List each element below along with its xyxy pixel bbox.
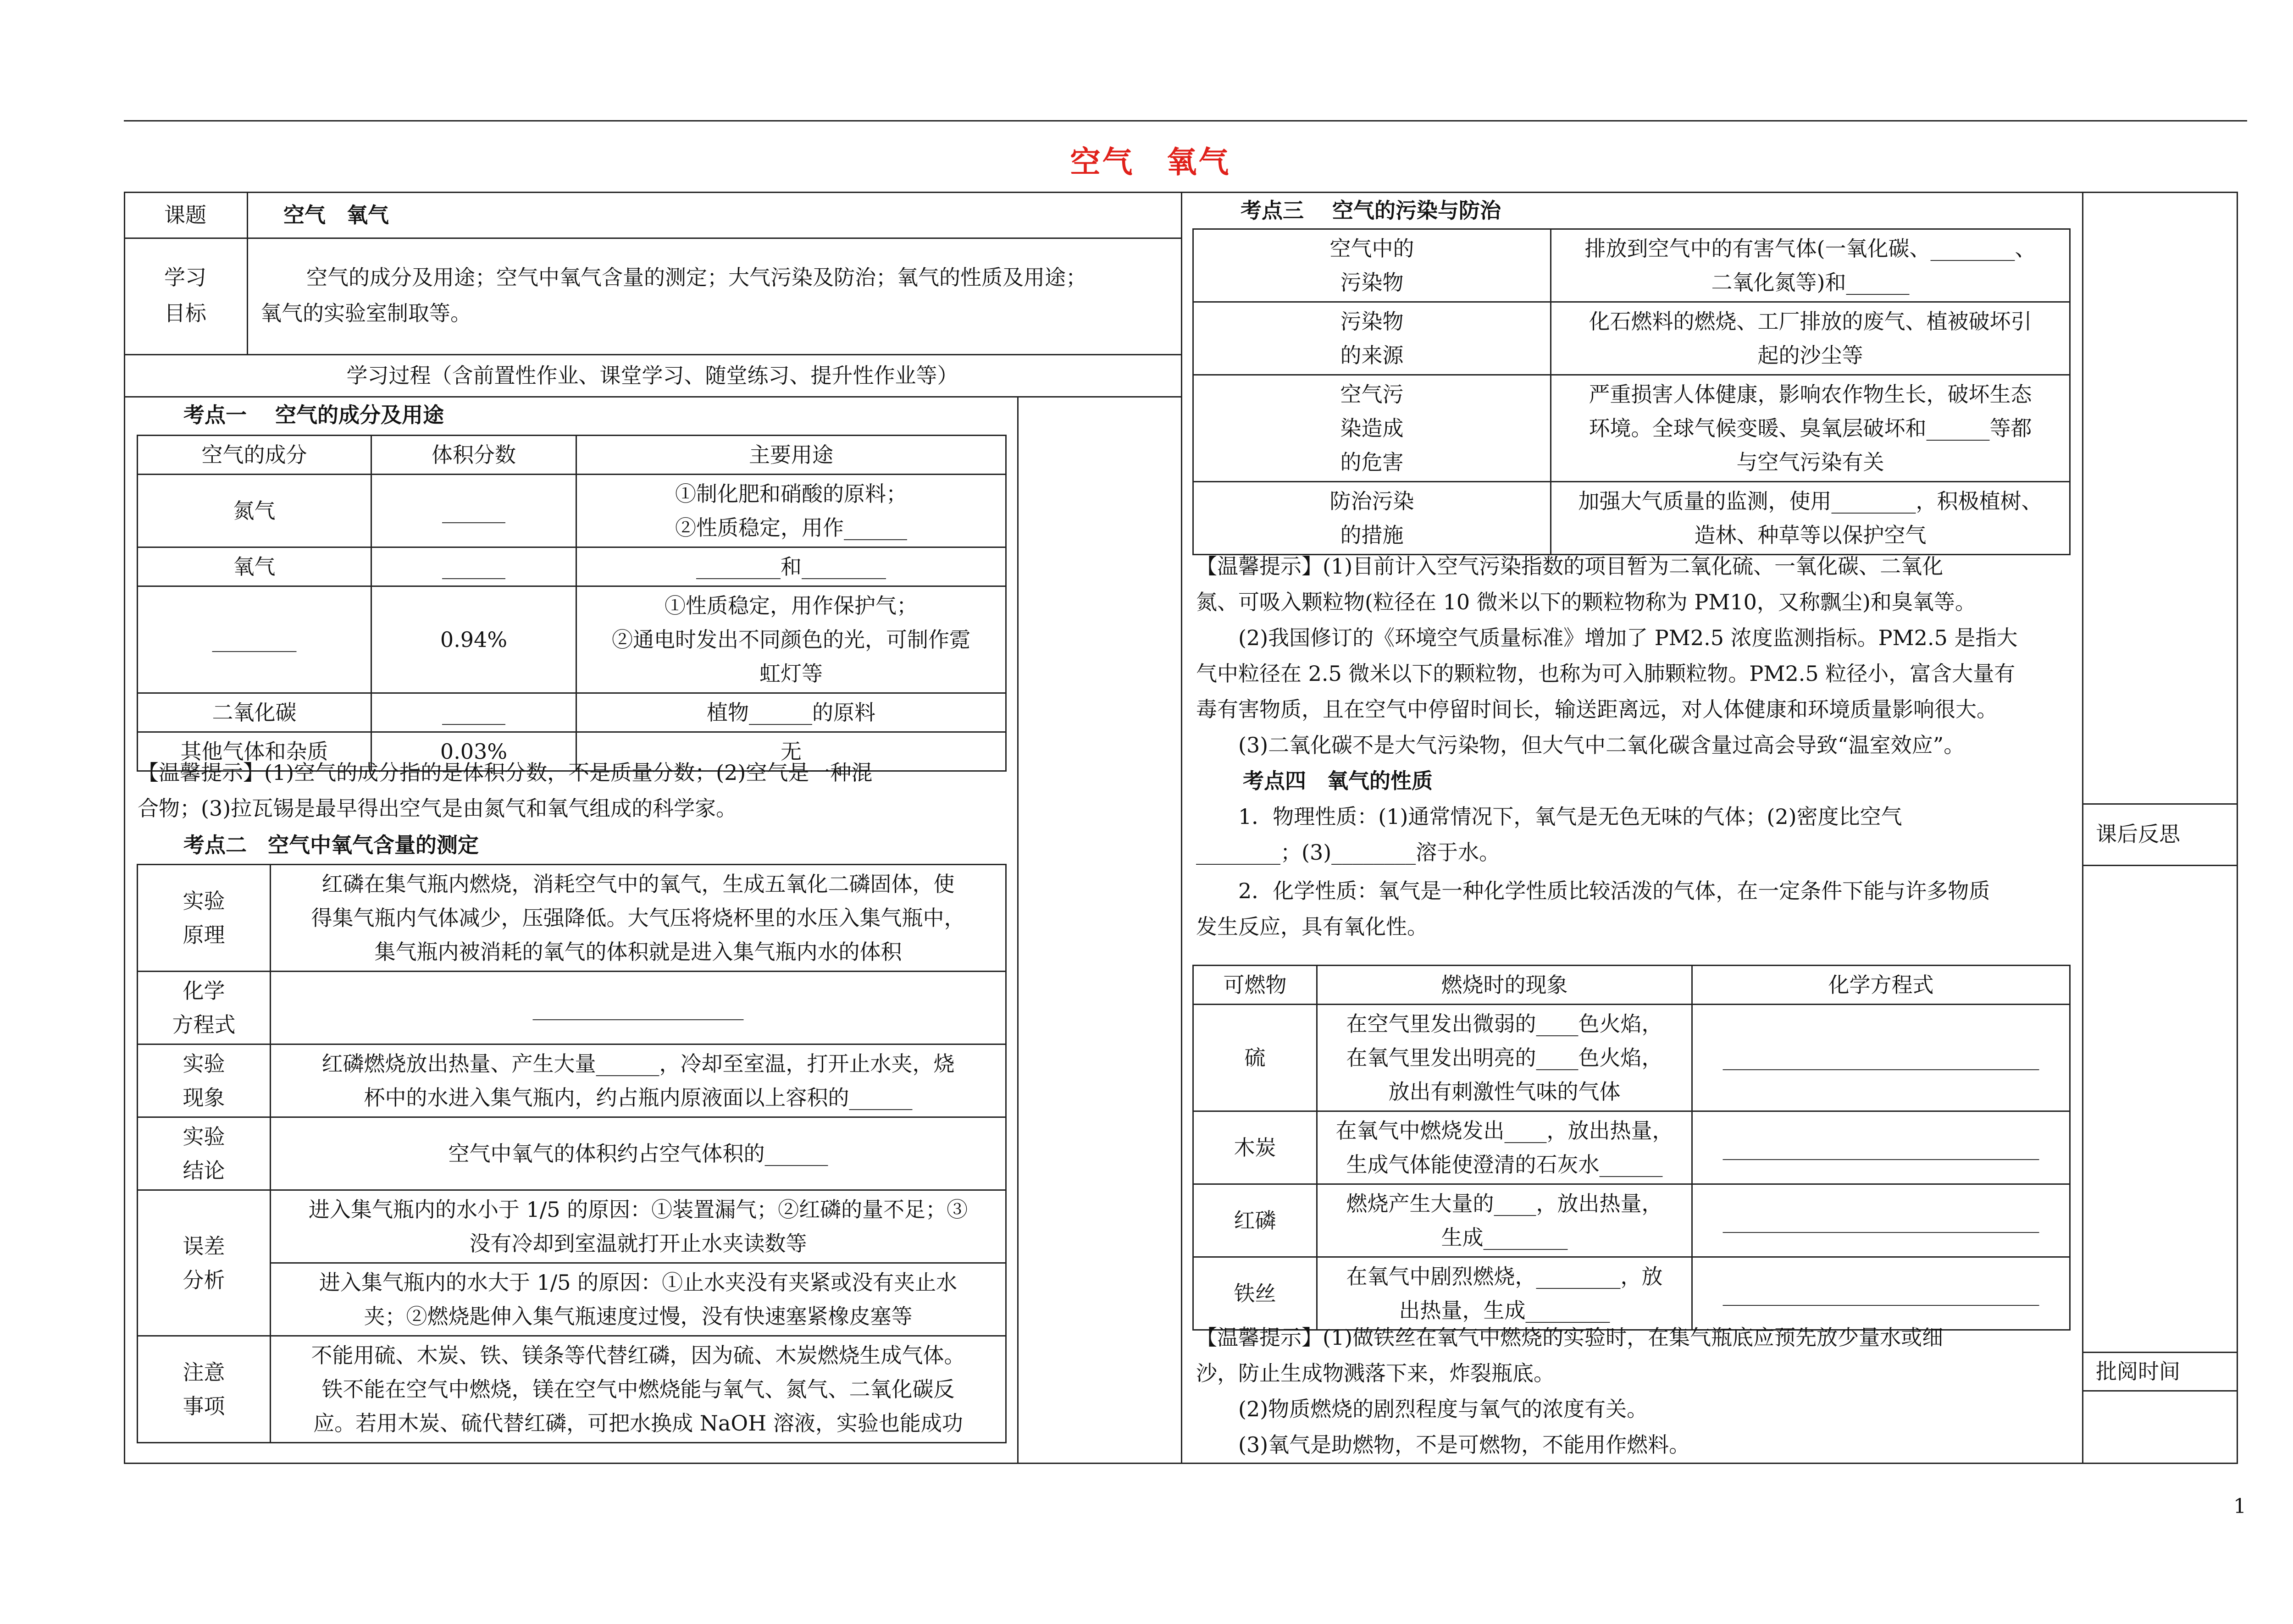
col-header-equation: 化学方程式 [1692, 966, 2070, 1005]
topic-value: 空气 氧气 [283, 203, 389, 227]
table-row [138, 1336, 1006, 1443]
side-line-2 [2082, 865, 2238, 866]
cell-oxygen: 氧气 [138, 547, 371, 586]
section4-heading: 考点四 氧气的性质 [1243, 768, 1433, 793]
red-phosphorus-phenomenon: 燃烧产生大量的____，放出热量， 生成________ [1317, 1184, 1692, 1257]
topic-label: 课题 [164, 203, 206, 227]
table-row [138, 865, 1006, 972]
top-rule [124, 120, 2247, 122]
col-header-use: 主要用途 [576, 436, 1006, 475]
table-row [1193, 482, 2070, 555]
process-label: 学习过程（含前置性作业、课堂学习、随堂练习、提升性作业等） [346, 363, 958, 388]
table-row [1193, 302, 2070, 375]
goal-line-1: 空气的成分及用途；空气中氧气含量的测定；大气污染及防治；氧气的性质及用途； [306, 265, 1087, 290]
section3-tip-5: 毒有害物质，且在空气中停留时间长，输送距离远，对人体健康和环境质量影响很大。 [1196, 697, 1998, 722]
cell-noble-gas: ________ [138, 586, 371, 693]
cell-nitrogen-frac: ______ [371, 475, 576, 547]
physical-properties-2: ________；(3)________溶于水。 [1196, 840, 1501, 865]
section4-tip-2: 沙，防止生成物溅落下来，炸裂瓶底。 [1196, 1361, 1555, 1386]
fuel-charcoal: 木炭 [1193, 1111, 1317, 1184]
charcoal-phenomenon: 在氧气中燃烧发出____，放出热量， 生成气体能使澄清的石灰水______ [1317, 1111, 1692, 1184]
chemical-properties-1: 2．化学性质：氧气是一种化学性质比较活泼的气体，在一定条件下能与许多物质 [1238, 878, 1990, 903]
header-line-2 [124, 354, 1181, 355]
sulfur-equation: ______________________________ [1692, 1005, 2070, 1111]
section1-tip-line1: 【温馨提示】(1)空气的成分指的是体积分数，不是质量分数；(2)空气是一种混 [138, 760, 873, 785]
middle-divider [1181, 192, 1182, 1464]
air-composition-table [137, 435, 1007, 772]
col-header-volume: 体积分数 [371, 436, 576, 475]
physical-properties-1: 1．物理性质：(1)通常情况下，氧气是无色无味的气体；(2)密度比空气 [1238, 804, 1902, 829]
charcoal-equation: ______________________________ [1692, 1111, 2070, 1184]
header-label-divider [247, 192, 248, 354]
table-row [138, 586, 1006, 693]
col-header-fuel: 可燃物 [1193, 966, 1317, 1005]
section4-tip-1: 【温馨提示】(1)做铁丝在氧气中燃烧的实验时，在集气瓶底应预先放少量水或细 [1196, 1325, 1944, 1350]
cell-co2: 二氧化碳 [138, 693, 371, 732]
side-divider [2082, 192, 2083, 1464]
table-row [1193, 1005, 2070, 1111]
pollution-table [1192, 228, 2071, 555]
left-inner-divider [1017, 396, 1019, 1464]
notes-text: 不能用硫、木炭、铁、镁条等代替红磷，因为硫、木炭燃烧生成气体。 铁不能在空气中燃烧，镁在空气中燃烧能与氧气、氮气、二氧化碳反 应。若用木炭、硫代替红磷，可把水换成 NaOH 溶液，实验也能成功 [271, 1336, 1006, 1443]
red-phosphorus-equation: ______________________________ [1692, 1184, 2070, 1257]
source-text: 化石燃料的燃烧、工厂排放的废气、植被破坏引 起的沙尘等 [1551, 302, 2070, 375]
review-time-label: 批阅时间 [2096, 1359, 2180, 1384]
table-header-row [138, 436, 1006, 475]
section1-tip-line2: 合物；(3)拉瓦锡是最早得出空气是由氮气和氧气组成的科学家。 [138, 796, 737, 821]
side-line-3 [2082, 1352, 2238, 1353]
fuel-iron-wire: 铁丝 [1193, 1257, 1317, 1330]
goal-label-1: 学习 [164, 265, 206, 290]
cell-co2-use: 植物______的原料 [576, 693, 1006, 732]
col-header-component: 空气的成分 [138, 436, 371, 475]
section3-tip-6: (3)二氧化碳不是大气污染物，但大气中二氧化碳含量过高会导致“温室效应”。 [1238, 733, 1965, 757]
section4-tip-3: (2)物质燃烧的剧烈程度与氧气的浓度有关。 [1238, 1397, 1648, 1421]
section2-heading: 考点二 空气中氧气含量的测定 [183, 833, 479, 857]
harm-label: 空气污 染造成 的危害 [1193, 375, 1551, 482]
section3-tip-1: 【温馨提示】(1)目前计入空气污染指数的项目暂为二氧化硫、一氧化碳、二氧化 [1196, 554, 1944, 579]
table-row [138, 547, 1006, 586]
pollutant-text: 排放到空气中的有害气体(一氧化碳、________、 二氧化氮等)和______ [1551, 229, 2070, 302]
measure-text: 加强大气质量的监测，使用________，积极植树、 造林、种草等以保护空气 [1551, 482, 2070, 555]
goal-line-2: 氧气的实验室制取等。 [260, 301, 471, 326]
table-row [1193, 1111, 2070, 1184]
cell-oxygen-use: ________和________ [576, 547, 1006, 586]
table-row [138, 1117, 1006, 1190]
cell-nitrogen-use: ①制化肥和硝酸的原料； ②性质稳定，用作______ [576, 475, 1006, 547]
reflection-label: 课后反思 [2096, 822, 2180, 846]
measure-label: 防治污染 的措施 [1193, 482, 1551, 555]
table-row [138, 1044, 1006, 1117]
iron-wire-phenomenon: 在氧气中剧烈燃烧，________，放 出热量，生成________ [1317, 1257, 1692, 1330]
cell-others: 其他气体和杂质 [138, 732, 371, 771]
cell-co2-frac: ______ [371, 693, 576, 732]
section3-heading: 考点三 空气的污染与防治 [1241, 198, 1501, 223]
table-header-row [1193, 966, 2070, 1005]
oxygen-measurement-table [137, 864, 1007, 1443]
table-row [138, 1190, 1006, 1263]
section3-tip-4: 气中粒径在 2.5 微米以下的颗粒物，也称为可入肺颗粒物。PM2.5 粒径小，富含大量有 [1196, 661, 2016, 686]
phenomenon-text: 红磷燃烧放出热量、产生大量______，冷却至室温，打开止水夹，烧 杯中的水进入集气瓶内，约占瓶内原液面以上容积的______ [271, 1044, 1006, 1117]
goal-label-2: 目标 [164, 301, 206, 326]
notes-label: 注意 事项 [138, 1336, 271, 1443]
col-header-phenomenon: 燃烧时的现象 [1317, 966, 1692, 1005]
table-row [138, 972, 1006, 1044]
side-line-4 [2082, 1390, 2238, 1392]
conclusion-label: 实验 结论 [138, 1117, 271, 1190]
source-label: 污染物 的来源 [1193, 302, 1551, 375]
error-more-text: 进入集气瓶内的水大于 1/5 的原因：①止水夹没有夹紧或没有夹止水 夹；②燃烧匙伸入集气瓶速度过慢，没有快速塞紧橡皮塞等 [271, 1263, 1006, 1336]
cell-oxygen-frac: ______ [371, 547, 576, 586]
cell-others-frac: 0.03% [371, 732, 576, 771]
cell-noble-gas-frac: 0.94% [371, 586, 576, 693]
fuel-sulfur: 硫 [1193, 1005, 1317, 1111]
error-label: 误差 分析 [138, 1190, 271, 1336]
chemical-properties-2: 发生反应，具有氧化性。 [1196, 914, 1428, 939]
cell-noble-gas-use: ①性质稳定，用作保护气； ②通电时发出不同颜色的光，可制作霓 虹灯等 [576, 586, 1006, 693]
pollutant-label: 空气中的 污染物 [1193, 229, 1551, 302]
table-row [1193, 229, 2070, 302]
page-number: 1 [2233, 1495, 2246, 1518]
side-line-1 [2082, 803, 2238, 805]
principle-text: 红磷在集气瓶内燃烧，消耗空气中的氧气，生成五氧化二磷固体，使 得集气瓶内气体减少，压强降低。大气压将烧杯里的水压入集气瓶中， 集气瓶内被消耗的氧气的体积就是进入集气瓶内水的体积 [271, 865, 1006, 972]
header-line-1 [124, 238, 1181, 239]
section3-tip-2: 氮、可吸入颗粒物(粒径在 10 微米以下的颗粒物称为 PM10，又称飘尘)和臭氧等。 [1196, 590, 1976, 614]
error-less-text: 进入集气瓶内的水小于 1/5 的原因：①装置漏气；②红磷的量不足；③ 没有冷却到室温就打开止水夹读数等 [271, 1190, 1006, 1263]
iron-wire-equation: ______________________________ [1692, 1257, 2070, 1330]
table-row [138, 475, 1006, 547]
combustion-table [1192, 965, 2071, 1331]
section1-heading: 考点一 空气的成分及用途 [183, 403, 444, 427]
table-row [1193, 375, 2070, 482]
principle-label: 实验 原理 [138, 865, 271, 972]
table-row [138, 693, 1006, 732]
harm-text: 严重损害人体健康，影响农作物生长，破坏生态 环境。全球气候变暖、臭氧层破坏和______等都 与空气污染有关 [1551, 375, 2070, 482]
sulfur-phenomenon: 在空气里发出微弱的____色火焰， 在氧气里发出明亮的____色火焰， 放出有刺激性气味的气体 [1317, 1005, 1692, 1111]
page-title: 空气 氧气 [1070, 144, 1231, 180]
conclusion-text: 空气中氧气的体积约占空气体积的______ [271, 1117, 1006, 1190]
section4-tip-4: (3)氧气是助燃物，不是可燃物，不能用作燃料。 [1238, 1432, 1690, 1457]
fuel-red-phosphorus: 红磷 [1193, 1184, 1317, 1257]
section3-tip-3: (2)我国修订的《环境空气质量标准》增加了 PM2.5 浓度监测指标。PM2.5 是指大 [1238, 625, 2018, 650]
cell-nitrogen: 氮气 [138, 475, 371, 547]
equation-label: 化学 方程式 [138, 972, 271, 1044]
phenomenon-label: 实验 现象 [138, 1044, 271, 1117]
equation-blank: ____________________ [271, 972, 1006, 1044]
table-row [1193, 1184, 2070, 1257]
table-row [1193, 1257, 2070, 1330]
cell-others-use: 无 [576, 732, 1006, 771]
